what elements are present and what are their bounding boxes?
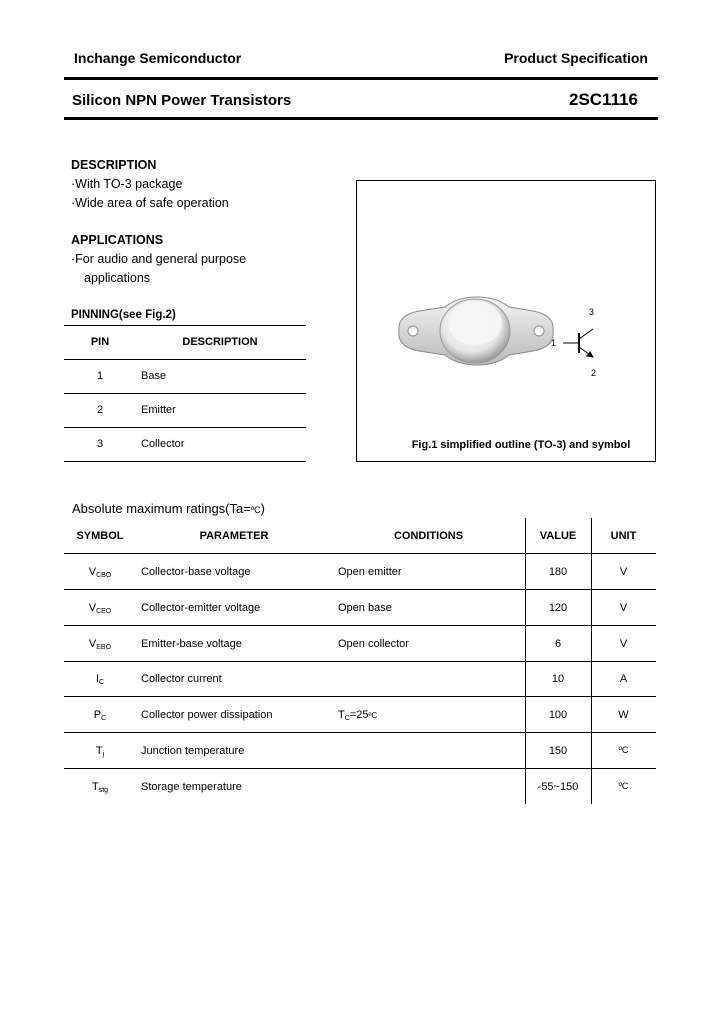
table-rule (64, 589, 656, 590)
value-cell: 150 (548, 745, 568, 757)
ratings-title-text: Absolute maximum ratings(Ta= (72, 501, 251, 516)
pin-number: 2 (96, 404, 104, 416)
conditions-header: CONDITIONS (393, 530, 464, 542)
symbol-text: P (93, 709, 102, 721)
parameter-cell: Collector power dissipation (141, 709, 273, 721)
table-rule (64, 427, 306, 428)
symbol-text: V (88, 638, 97, 650)
pin-description: Collector (141, 438, 185, 450)
pin-description: Base (141, 370, 167, 382)
table-rule (64, 393, 306, 394)
value-cell: 120 (548, 602, 568, 614)
pin-label-3: 3 (589, 307, 595, 317)
figure-caption: Fig.1 simplified outline (TO-3) and symbol (411, 439, 631, 451)
description-item (71, 177, 182, 191)
doc-type: Product Specification (504, 50, 648, 66)
symbol-sub: CBO (96, 572, 112, 579)
to3-package-image (357, 181, 655, 461)
symbol-header: SYMBOL (76, 530, 124, 542)
pinning-title: PINNING(see Fig.2) (71, 309, 176, 321)
table-divider (591, 518, 592, 804)
symbol-cell (64, 745, 136, 758)
unit-cell: V (619, 638, 628, 650)
symbol-cell (64, 638, 136, 651)
symbol-sub: C (101, 715, 107, 722)
pin-number: 1 (96, 370, 104, 382)
description-text: With TO-3 package (75, 177, 183, 191)
symbol-sub: C (99, 679, 105, 686)
description-title: DESCRIPTION (71, 158, 157, 172)
pin-label-1: 1 (551, 338, 557, 348)
table-rule (64, 625, 656, 626)
table-rule (64, 696, 656, 697)
product-line: Silicon NPN Power Transistors (72, 92, 292, 109)
table-rule (64, 461, 306, 462)
symbol-cell (64, 602, 136, 615)
unit-cell: W (618, 709, 629, 721)
pin-description-header: DESCRIPTION (182, 336, 258, 348)
symbol-cell (64, 781, 136, 794)
conditions-cell: Open collector (338, 638, 409, 650)
value-cell: 6 (554, 638, 562, 650)
symbol-text: V (88, 566, 97, 578)
pin-number: 3 (96, 438, 104, 450)
degree-icon: ºC (368, 711, 378, 720)
symbol-sub: j (102, 751, 105, 758)
pin-header: PIN (90, 336, 110, 348)
symbol-text: T (91, 781, 99, 793)
npn-symbol-icon (563, 329, 593, 357)
conditions-text: T (338, 709, 345, 721)
applications-title: APPLICATIONS (71, 233, 164, 247)
symbol-text: T (95, 745, 103, 757)
conditions-tail: =25 (349, 709, 369, 721)
symbol-cell (64, 566, 136, 579)
unit-cell: V (619, 566, 628, 578)
header-rule-bottom (64, 117, 658, 120)
conditions-cell: Open base (338, 602, 392, 614)
value-cell: -55~150 (537, 781, 579, 793)
applications-text: For audio and general purpose (75, 252, 247, 266)
ratings-title (72, 501, 265, 516)
part-number: 2SC1116 (568, 90, 638, 109)
pin-label-2: 2 (591, 368, 597, 378)
pin-description: Emitter (141, 404, 176, 416)
parameter-cell: Collector-base voltage (141, 566, 251, 578)
symbol-sub: CEO (96, 608, 112, 615)
table-rule (64, 768, 656, 769)
symbol-sub: stg (98, 787, 109, 794)
figure-box (356, 180, 656, 462)
table-rule (64, 325, 306, 326)
value-cell: 10 (551, 673, 565, 685)
value-cell: 100 (548, 709, 568, 721)
table-rule (64, 553, 656, 554)
bullet-icon: · (71, 177, 76, 191)
symbol-text: I (95, 673, 99, 685)
degree-icon: ºC (618, 745, 629, 755)
table-rule (64, 732, 656, 733)
ratings-title-suffix: ) (260, 501, 265, 516)
unit-cell: V (619, 602, 628, 614)
company-name: Inchange Semiconductor (74, 50, 242, 66)
symbol-cell (64, 673, 136, 686)
table-rule (64, 359, 306, 360)
description-item (71, 196, 229, 210)
parameter-cell: Emitter-base voltage (141, 638, 242, 650)
symbol-cell (64, 709, 136, 722)
symbol-sub: EBO (96, 644, 112, 651)
parameter-cell: Collector current (141, 673, 222, 685)
parameter-cell: Junction temperature (141, 745, 245, 757)
value-cell: 180 (548, 566, 568, 578)
applications-item (71, 252, 246, 266)
conditions-cell: Open emitter (338, 566, 402, 578)
symbol-text: V (88, 602, 97, 614)
parameter-header: PARAMETER (199, 530, 269, 542)
value-header: VALUE (539, 530, 577, 542)
header-rule-top (64, 77, 658, 80)
conditions-sub: C (344, 715, 350, 722)
conditions-cell (338, 709, 377, 722)
unit-header: UNIT (610, 530, 637, 542)
unit-cell: A (619, 673, 628, 685)
table-rule (64, 661, 656, 662)
degree-icon: ºC (250, 505, 261, 515)
degree-icon: ºC (618, 781, 629, 791)
parameter-cell: Collector-emitter voltage (141, 602, 261, 614)
table-divider (525, 518, 526, 804)
bullet-icon: · (71, 252, 76, 266)
applications-text-cont: applications (84, 271, 151, 285)
bullet-icon: · (71, 196, 76, 210)
description-text: Wide area of safe operation (75, 196, 229, 210)
parameter-cell: Storage temperature (141, 781, 242, 793)
